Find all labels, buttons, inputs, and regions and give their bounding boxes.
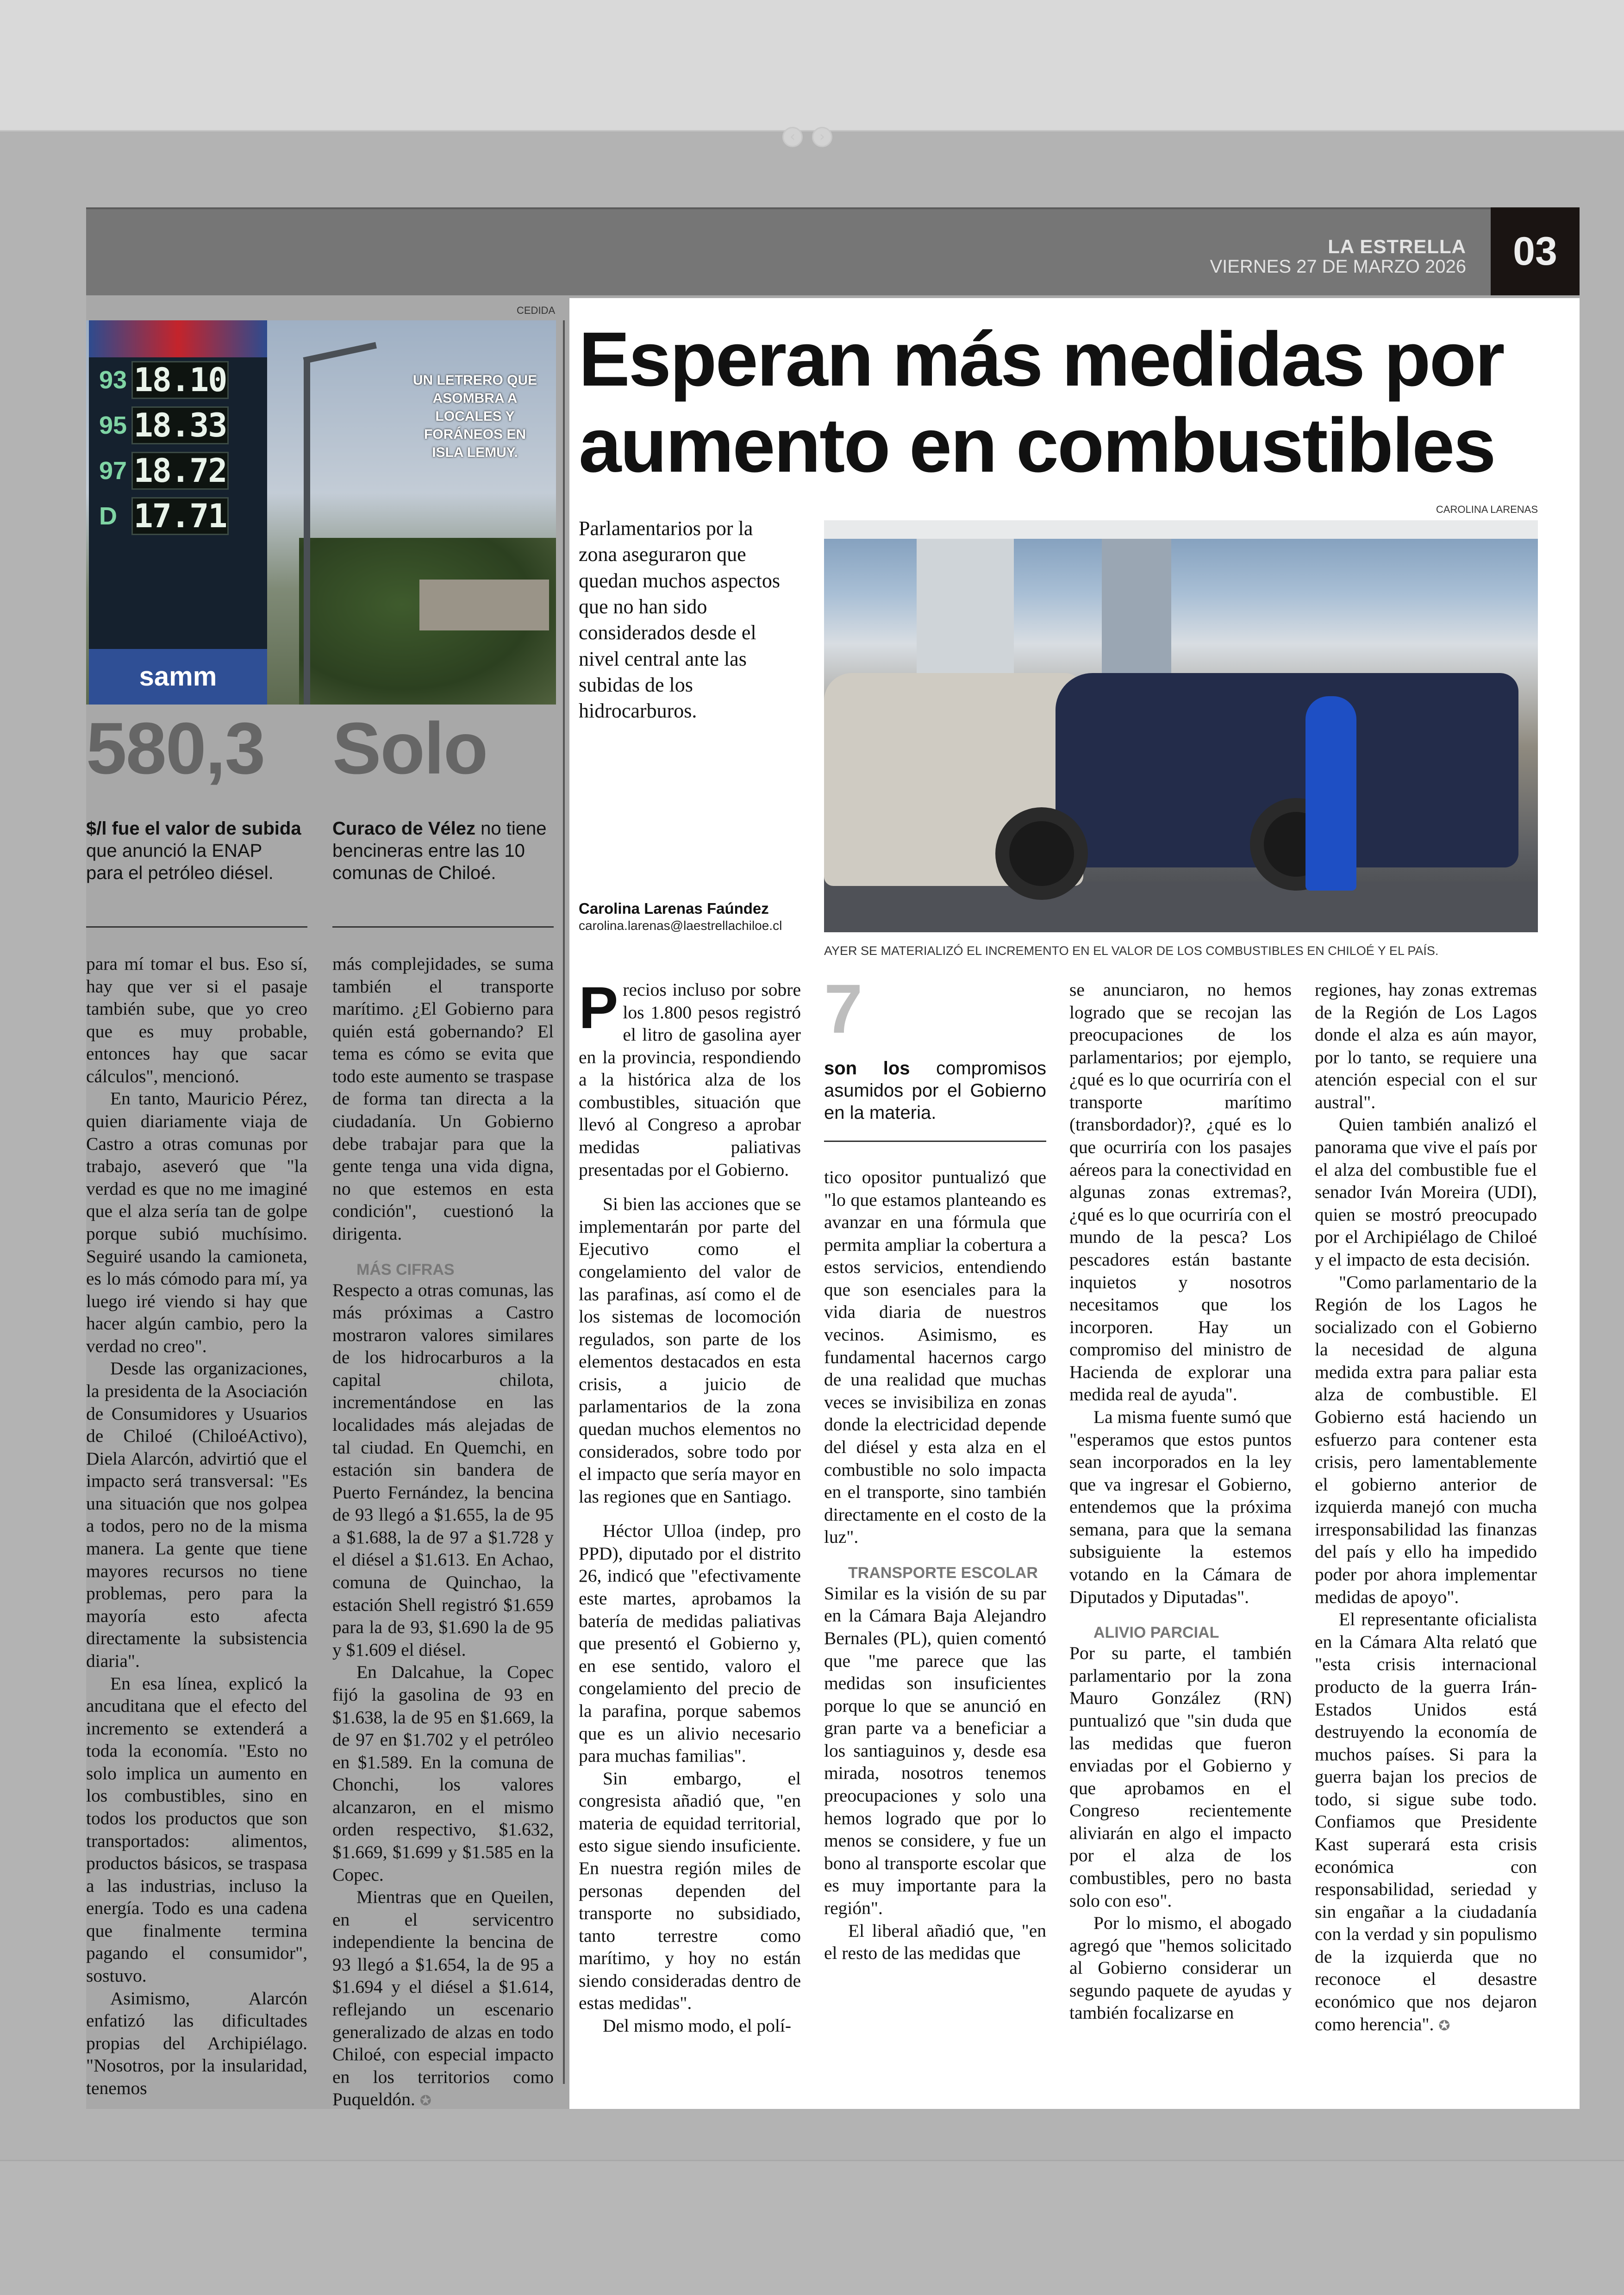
street-lamp <box>304 357 310 705</box>
drop-cap: P <box>579 975 618 1041</box>
page-navigation <box>782 127 832 147</box>
section-subhead: MÁS CIFRAS <box>356 1260 455 1278</box>
paragraph: Del mismo modo, el polí- <box>603 2015 792 2036</box>
article-column-2 <box>824 970 1046 1964</box>
paragraph: para mí tomar el bus. Eso sí, hay que ver si el pasaje también sube, que yo creo que es muy probable, entonces hay que sacar cálculos", mencionó. <box>86 954 307 1086</box>
grade-label: 97 <box>99 457 127 485</box>
author-email[interactable]: carolina.larenas@laestrellachiloe.cl <box>579 918 782 933</box>
wheel <box>995 807 1088 900</box>
sidebar-column-1 <box>86 953 307 2099</box>
section-subhead: TRANSPORTE ESCOLAR <box>848 1564 1038 1582</box>
article-column-1 <box>579 975 801 2037</box>
divider <box>86 926 307 928</box>
building <box>419 580 549 630</box>
stat-number: Solo <box>332 708 487 789</box>
price-row <box>89 357 267 403</box>
station-attendant <box>1305 696 1356 891</box>
paragraph: Si bien las acciones que se implementarán por parte del Ejecutivo como el congelamiento del valor de las parafinas, así como el de los sistemas de locomoción regulados, son parte de los elementos destacados en esta crisis, a juicio de parlamentarios de la zona quedan muchos elementos no considerados, sobre todo por el impacto que sería mayor en las regiones que en Santiago. <box>579 1194 801 1507</box>
newspaper-page <box>86 207 1580 2109</box>
paragraph: Héctor Ulloa (indep, pro PPD), diputado por el distrito 26, indicó que "efectivamente este martes, aprobamos la batería de medidas paliativas que presentó el Gobierno y, en ese sentido, valoro el congelamiento del precio de la parafina, porque sabemos que es un alivio necesario para muchas familias". <box>579 1521 801 1766</box>
page-header <box>86 207 1533 295</box>
chevron-right-icon[interactable]: › <box>812 127 832 147</box>
paragraph: La misma fuente sumó que "esperamos que estos puntos sean incorporados en la ley que va ingresar el Gobierno, entendemos que la próxima semana, para que la semana subsiguiente la estemos votando en la Cámara de Diputados y Diputadas". <box>1069 1406 1292 1607</box>
article-deck: Parlamentarios por la zona aseguraron que quedan muchos aspectos que no han sido considerados desde el nivel central ante las subidas de los hidrocarburos. <box>579 517 780 723</box>
paragraph-text: Mientras que en Queilen, en el servicentro independiente la bencina de 93 llegó a $1.654, la de 95 a $1.694 y el diésel a $1.614, reflejando un escenario generalizado de alzas en todo Chiloé, con especial impacto en los territorios como Puqueldón. <box>332 1887 554 2110</box>
publication-name: LA ESTRELLA <box>1328 236 1466 257</box>
price-value: 18.10 <box>131 361 229 399</box>
divider <box>824 1141 1046 1142</box>
fact-description <box>824 1057 1046 1124</box>
author-name: Carolina Larenas Faúndez <box>579 900 769 917</box>
station-canopy <box>824 520 1538 539</box>
publication-date: VIERNES 27 DE MARZO 2026 <box>1210 256 1466 277</box>
paragraph: Similar es la visión de su par en la Cámara Baja Alejandro Bernales (PL), quien comentó que "me parece que las medidas son insuficientes porque lo que se anunció en gran parte va a beneficiar a los santiaguinos y, desde esa mirada, nosotros tenemos preocupaciones y solo una hemos logrado que por lo menos se considere, y fue un bono al transporte escolar que es muy importante para la región". <box>824 1583 1046 1918</box>
paragraph: En Dalcahue, la Copec fijó la gasolina de 93 en $1.638, la de 95 en $1.669, la de 97 en $1.702 y el petróleo en $1.589. En la comuna de Chonchi, los valores alcanzaron, en el mismo orden respectivo, $1.632, $1.669, $1.699 y $1.585 en la Copec. <box>332 1662 554 1885</box>
price-value: 18.72 <box>131 452 229 490</box>
price-row <box>89 493 267 539</box>
grade-label: D <box>99 502 117 530</box>
price-row <box>89 448 267 493</box>
paragraph: Quien también analizó el panorama que vive el país por el alza del combustible fue el senador Iván Moreira (UDI), quien se mostró preocupado por el Archipiélago de Chiloé y el impacto de esta decisión. <box>1315 1114 1537 1270</box>
photo-credit: CEDIDA <box>517 305 556 316</box>
paragraph-text: El representante oficialista en la Cámara Alta relató que "esta crisis internacional producto de la guerra Irán-Estados Unidos está destruyendo la economía de muchos países. Si para la guerra bajan los precios de todo, si sigue sube todo. Confiamos que Presidente Kast superará esta crisis económica con responsabilidad, seriedad y sin engañar a la ciudadanía con la verdad y sin populismo de la izquierda que no reconoce el desastre económico que nos dejaron como herencia". <box>1315 1609 1537 2034</box>
photo-caption: AYER SE MATERIALIZÓ EL INCREMENTO EN EL VALOR DE LOS COMBUSTIBLES EN CHILOÉ Y EL PAÍS. <box>824 944 1439 958</box>
paragraph-text: recios incluso por sobre los 1.800 pesos registró el litro de gasolina ayer en la provincia, respondiendo a la histórica alza de los combustibles, situación que llevó al Congreso a aprobar medidas paliativas presentadas por el Gobierno. <box>579 979 801 1180</box>
page-number: 03 <box>1491 207 1580 295</box>
fact-bold: son los <box>824 1058 910 1079</box>
section-subhead: ALIVIO PARCIAL <box>1093 1624 1219 1642</box>
fact-number: 7 <box>824 970 863 1048</box>
main-article <box>569 298 1580 2109</box>
gas-station-photo <box>824 520 1538 932</box>
paragraph <box>332 1886 554 2111</box>
paragraph <box>1315 1608 1537 2035</box>
stat-description <box>86 817 304 884</box>
viewer-toolbar <box>0 0 1624 131</box>
article-column-4 <box>1315 979 1537 2035</box>
stat-text: que anunció la ENAP para el petróleo diésel. <box>86 841 274 883</box>
paragraph: Desde las organizaciones, la presidenta de la Asociación de Consumidores y Usuarios de Chiloé (ChiloéActivo), Diela Alarcón, advirtió que el impacto será transversal: "Es una situación que nos golpea a todos, pero no de la misma manera. La gente que tiene mayores recursos no tiene problemas, pero para la mayoría esto afecta directamente la subsistencia diaria". <box>86 1358 307 1671</box>
paragraph: Por su parte, el también parlamentario por la zona Mauro González (RN) puntualizó que "sin duda que las medidas que fueron enviadas por el Gobierno y que aprobamos en el Congreso recientemente aliviarán en algo el impacto por el alza de los combustibles, pero no basta solo con eso". <box>1069 1643 1292 1911</box>
paragraph: Por lo mismo, el abogado agregó que "hemos solicitado al Gobierno considerar un segundo paquete de ayudas y también focalizarse en <box>1069 1913 1292 2023</box>
divider <box>332 926 554 928</box>
column-divider <box>563 320 565 2084</box>
stat-bold: $/l fue el valor de subida <box>86 818 301 839</box>
article-column-3 <box>1069 979 1292 2024</box>
stat-bold: Curaco de Vélez <box>332 818 476 839</box>
paragraph: "Como parlamentario de la Región de los Lagos he socializado con el Gobierno la necesidad de alguna medida extra para paliar esta alza de combustible. El Gobierno está haciendo un esfuerzo para contener esta crisis, pero lamentablemente el gobierno anterior de izquierda manejó con mucha irresponsabilidad las finanzas del país y ello ha impedido poder por ahora implementar medidas de apoyo". <box>1315 1272 1537 1607</box>
sidebar-column-2 <box>332 953 554 2111</box>
grade-label: 93 <box>99 366 127 394</box>
paragraph: El liberal añadió que, "en el resto de las medidas que <box>824 1920 1046 1964</box>
headline: Esperan más medidas por aumento en combustibles <box>579 317 1504 488</box>
end-mark-icon: ✪ <box>1438 2017 1450 2034</box>
paragraph: Asimismo, Alarcón enfatizó las dificultades propias del Archipiélago. "Nosotros, por la insularidad, tenemos <box>86 1988 307 2098</box>
stat-number: 580,3 <box>86 708 265 789</box>
paragraph: tico opositor puntualizó que "lo que estamos planteando es avanzar en una fórmula que permita ampliar la cobertura a estos servicios, entendiendo que son esenciales para la vida diaria de nuestros vecinos. Asimismo, es fundamental hacernos cargo de una realidad que muchas veces se invisibiliza en zonas donde la electricidad depende del diésel y esta alza en el combustible no solo impacta en el transporte, sino también directamente en el costo de la luz". <box>824 1167 1046 1547</box>
price-value: 17.71 <box>131 497 229 535</box>
price-row <box>89 403 267 448</box>
price-value: 18.33 <box>131 406 229 444</box>
paragraph: regiones, hay zonas extremas de la Región de Los Lagos donde el alza es aún mayor, por lo tanto, se requiere una atención especial con el sur austral". <box>1315 979 1537 1112</box>
photo-overlay-caption: UN LETRERO QUE ASOMBRA A LOCALES Y FORÁNEOS EN ISLA LEMUY. <box>412 373 537 460</box>
grade-label: 95 <box>99 412 127 439</box>
chevron-left-icon[interactable]: ‹ <box>782 127 803 147</box>
price-sign <box>89 320 267 705</box>
photo-credit: CAROLINA LARENAS <box>1436 504 1538 515</box>
stat-description <box>332 817 550 884</box>
brand-logo: samm <box>89 649 267 705</box>
end-mark-icon: ✪ <box>419 2093 431 2109</box>
paragraph: Sin embargo, el congresista añadió que, "en materia de equidad territorial, esto sigue siendo insuficiente. En nuestra región miles de personas dependen del transporte no subsidiado, tanto terrestre como marítimo, y hoy no están siendo consideradas dentro de estas medidas". <box>579 1768 801 2014</box>
paragraph: En tanto, Mauricio Pérez, quien diariamente viaja de Castro a otras comunas por trabajo, aseveró que "la verdad es que no me imaginé que el alza sería tan de golpe porque subió muchísimo. Seguiré usando la camioneta, es lo más cómodo para mí, ya luego iré viendo si hay que hacer algún cambio, pero la verdad no creo". <box>86 1088 307 1356</box>
fact-text: compromisos asumidos por el Gobierno en la materia. <box>824 1058 1046 1123</box>
paragraph: se anunciaron, no hemos logrado que se recojan las preocupaciones de los parlamentarios; por ejemplo, ¿qué es lo que ocurriría con el transporte marítimo (transbordador)?, ¿qué es lo que ocurriría con los pasajes aéreos para la conectividad en algunas zonas extremas?, ¿qué es lo que ocurriría con el mundo de la pesca? Los pescadores están bastante inquietos y nosotros necesitamos que los incorporen. Hay un compromiso del ministro de Hacienda de explorar una medida real de ayuda". <box>1069 979 1292 1405</box>
street-lamp-arm <box>303 342 377 364</box>
paragraph: Respecto a otras comunas, las más próximas a Castro mostraron valores similares de los hidrocarburos a la capital chilota, incrementándose en las localidades más alejadas de tal ciudad. En Quemchi, en estación sin bandera de Puerto Fernández, la bencina de 93 llegó a $1.655, la de 95 a $1.688, la de 97 a $1.728 y el diésel a $1.613. En Achao, comuna de Quinchao, la estación Shell registró $1.659 para la de 93, $1.690 la de 95 y $1.609 el diésel. <box>332 1279 554 1660</box>
pavement <box>824 881 1538 932</box>
stat-text: no tiene bencineras entre las 10 comunas de Chiloé. <box>332 818 547 883</box>
viewer-footer <box>0 2160 1624 2295</box>
fuel-sign-photo <box>86 320 556 705</box>
paragraph <box>579 975 801 1181</box>
paragraph: En esa línea, explicó la ancuditana que el efecto del incremento se extenderá a toda la economía. "Esto no solo implica un aumento en los combustibles, sino en todos los productos que son transportados: alimentos, productos básicos, se traspasa a las industrias, incluso la energía. Todo es una cadena que finalmente termina pagando el consumidor", sostuvo. <box>86 1673 307 1986</box>
paragraph: más complejidades, se suma también el transporte marítimo. ¿El Gobierno para quién está gobernando? El tema es cómo se evita que todo este aumento se traspase de forma tan directa a la ciudadanía. Un Gobierno debe trabajar para que la gente tenga una vida digna, no que estemos en esta condición", cuestionó la dirigenta. <box>332 954 554 1244</box>
sign-logo-band <box>89 320 267 357</box>
